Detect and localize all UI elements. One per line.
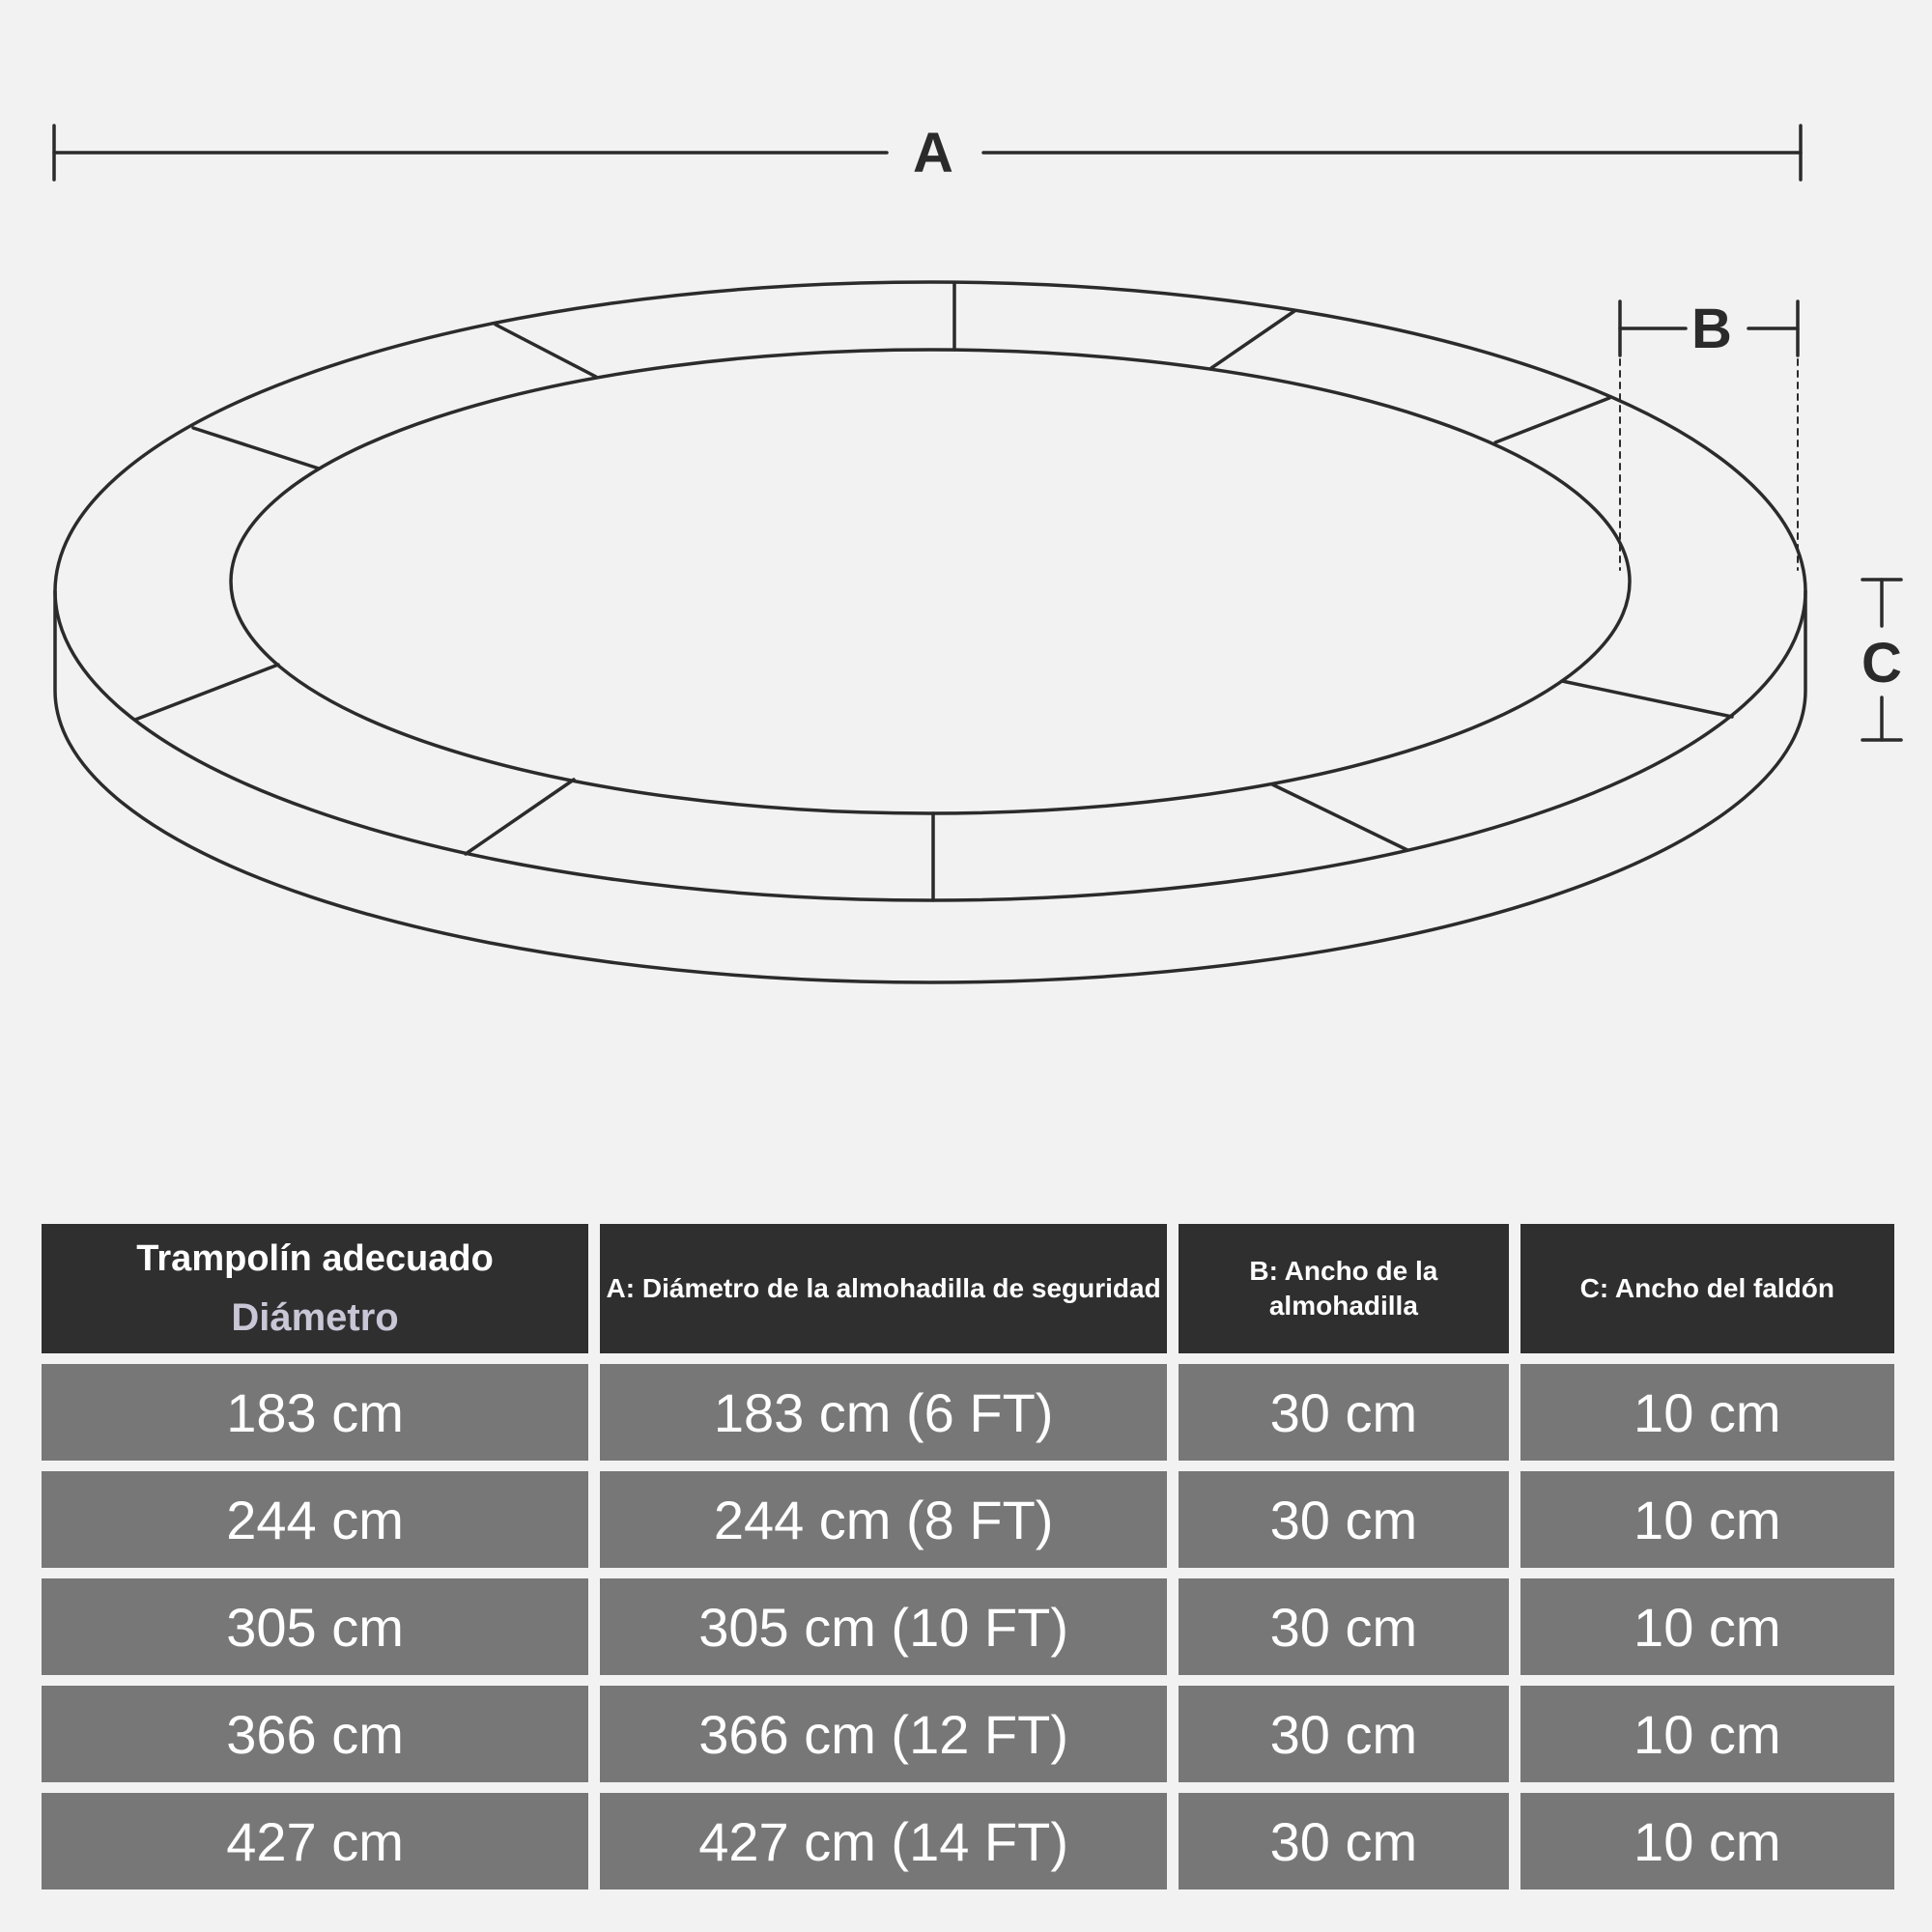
pad-segment-separator xyxy=(466,780,574,854)
cell-pad-diameter: 427 cm (14 FT) xyxy=(600,1793,1167,1889)
cell-pad-width: 30 cm xyxy=(1179,1793,1508,1889)
cell-pad-width: 30 cm xyxy=(1179,1471,1508,1568)
pad-segment-separator xyxy=(135,665,278,720)
pad-inner-rim xyxy=(231,350,1630,813)
cell-skirt-width: 10 cm xyxy=(1520,1364,1894,1461)
pad-segment-separator xyxy=(496,325,596,377)
cell-pad-diameter: 305 cm (10 FT) xyxy=(600,1578,1167,1675)
dimension-b-label: B xyxy=(1691,298,1732,360)
pad-segment-separator xyxy=(1272,784,1407,850)
cell-trampoline: 244 cm xyxy=(42,1471,588,1568)
cell-trampoline: 366 cm xyxy=(42,1686,588,1782)
pad-segment-separator xyxy=(193,428,319,469)
cell-trampoline: 427 cm xyxy=(42,1793,588,1889)
cell-pad-diameter: 183 cm (6 FT) xyxy=(600,1364,1167,1461)
size-table xyxy=(42,1224,1894,1900)
cell-skirt-width: 10 cm xyxy=(1520,1578,1894,1675)
table-row xyxy=(42,1793,1894,1889)
cell-trampoline: 183 cm xyxy=(42,1364,588,1461)
table-row xyxy=(42,1686,1894,1782)
table-header-row xyxy=(42,1224,1894,1353)
cell-pad-width: 30 cm xyxy=(1179,1686,1508,1782)
header-pad-diameter: A: Diámetro de la almohadilla de seguridad xyxy=(600,1224,1167,1353)
cell-pad-width: 30 cm xyxy=(1179,1578,1508,1675)
dimension-c-label: C xyxy=(1861,632,1902,695)
cell-skirt-width: 10 cm xyxy=(1520,1471,1894,1568)
header-skirt-width: C: Ancho del faldón xyxy=(1520,1224,1894,1353)
pad-skirt-bottom-edge xyxy=(55,591,1805,982)
cell-skirt-width: 10 cm xyxy=(1520,1686,1894,1782)
pad-outer-rim xyxy=(55,282,1805,900)
pad-segment-separator xyxy=(1495,398,1609,442)
header-pad-width: B: Ancho de la almohadilla xyxy=(1179,1224,1508,1353)
pad-segment-separator xyxy=(1562,681,1732,717)
header-trampoline-title: Trampolín adecuado xyxy=(136,1238,494,1279)
dimension-a-label: A xyxy=(913,122,953,185)
table-row xyxy=(42,1578,1894,1675)
cell-trampoline: 305 cm xyxy=(42,1578,588,1675)
cell-pad-diameter: 366 cm (12 FT) xyxy=(600,1686,1167,1782)
cell-pad-width: 30 cm xyxy=(1179,1364,1508,1461)
cell-skirt-width: 10 cm xyxy=(1520,1793,1894,1889)
cell-pad-diameter: 244 cm (8 FT) xyxy=(600,1471,1167,1568)
pad-segment-separator xyxy=(1211,311,1294,368)
table-row xyxy=(42,1471,1894,1568)
header-trampoline xyxy=(42,1224,588,1353)
table-row xyxy=(42,1364,1894,1461)
header-trampoline-subtitle: Diámetro xyxy=(231,1296,399,1339)
